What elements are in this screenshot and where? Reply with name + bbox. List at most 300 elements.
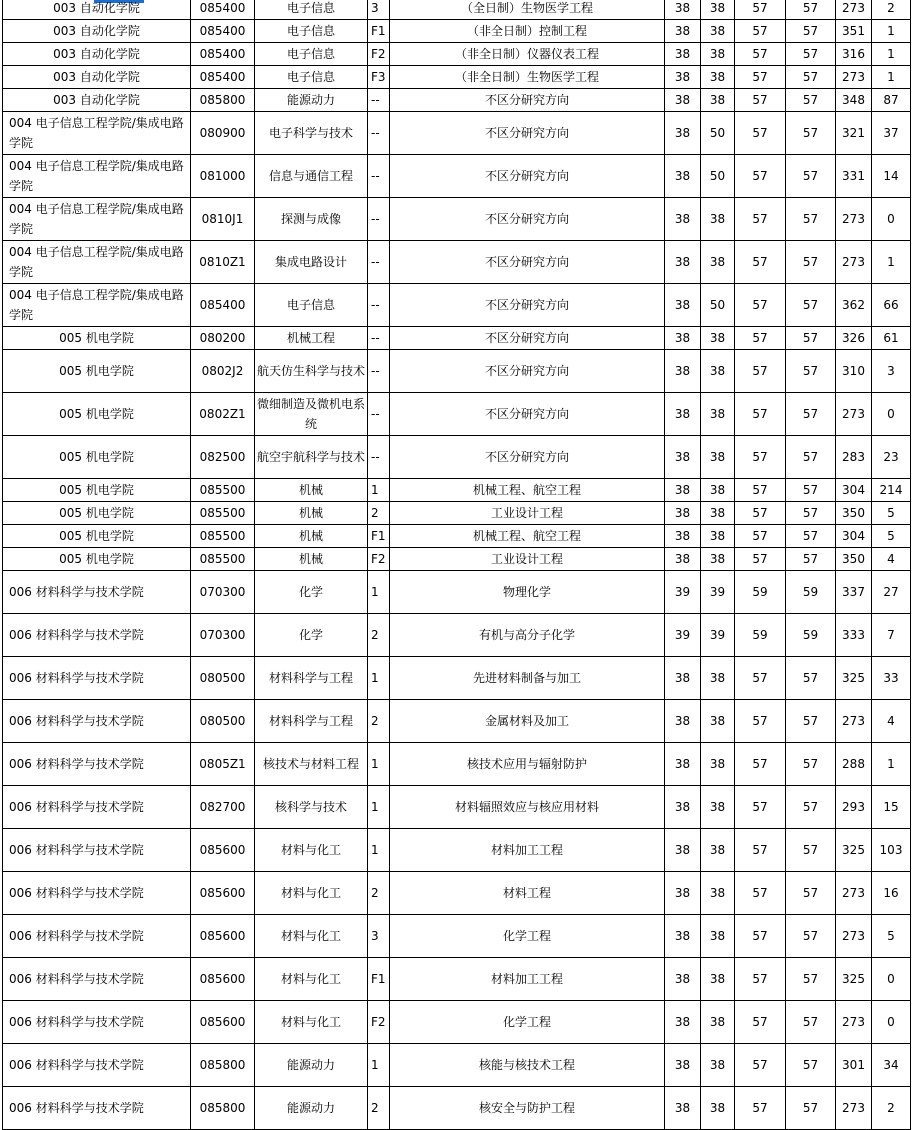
count-cell: 0 — [872, 958, 911, 1001]
major-name-cell: 集成电路设计 — [255, 241, 368, 284]
college-cell: 006 材料科学与技术学院 — [3, 872, 191, 915]
score-politics-cell: 38 — [665, 525, 701, 548]
direction-cell: 工业设计工程 — [390, 502, 665, 525]
direction-code-cell: 3 — [368, 0, 390, 20]
major-code-cell: 0802J2 — [191, 350, 255, 393]
direction-cell: 核技术应用与辐射防护 — [390, 743, 665, 786]
score-subject-two-cell: 57 — [786, 502, 836, 525]
count-cell: 0 — [872, 1001, 911, 1044]
score-subject-two-cell: 57 — [786, 393, 836, 436]
direction-code-cell: -- — [368, 327, 390, 350]
direction-code-cell: 1 — [368, 829, 390, 872]
score-politics-cell: 39 — [665, 614, 701, 657]
major-name-cell: 机械 — [255, 479, 368, 502]
direction-code-cell: 3 — [368, 915, 390, 958]
direction-cell: 不区分研究方向 — [390, 112, 665, 155]
table-row — [3, 436, 911, 479]
total-score-cell: 350 — [836, 502, 872, 525]
score-foreign-language-cell: 38 — [701, 743, 735, 786]
total-score-cell: 288 — [836, 743, 872, 786]
total-score-cell: 325 — [836, 657, 872, 700]
score-foreign-language-cell: 38 — [701, 0, 735, 20]
major-name-cell: 化学 — [255, 571, 368, 614]
direction-code-cell: F3 — [368, 66, 390, 89]
score-politics-cell: 38 — [665, 743, 701, 786]
college-cell: 005 机电学院 — [3, 393, 191, 436]
score-foreign-language-cell: 38 — [701, 436, 735, 479]
table-row — [3, 43, 911, 66]
major-name-cell: 材料与化工 — [255, 958, 368, 1001]
count-cell: 37 — [872, 112, 911, 155]
major-code-cell: 081000 — [191, 155, 255, 198]
major-code-cell: 080500 — [191, 700, 255, 743]
score-subject-one-cell: 57 — [735, 1087, 786, 1130]
major-code-cell: 0810J1 — [191, 198, 255, 241]
score-subject-one-cell: 57 — [735, 43, 786, 66]
score-foreign-language-cell: 38 — [701, 241, 735, 284]
direction-cell: 机械工程、航空工程 — [390, 479, 665, 502]
score-politics-cell: 38 — [665, 1044, 701, 1087]
direction-code-cell: 1 — [368, 743, 390, 786]
score-foreign-language-cell: 39 — [701, 571, 735, 614]
college-cell: 006 材料科学与技术学院 — [3, 1001, 191, 1044]
score-subject-one-cell: 57 — [735, 0, 786, 20]
direction-code-cell: 1 — [368, 657, 390, 700]
score-foreign-language-cell: 39 — [701, 614, 735, 657]
college-cell: 006 材料科学与技术学院 — [3, 958, 191, 1001]
score-politics-cell: 38 — [665, 0, 701, 20]
score-subject-two-cell: 57 — [786, 241, 836, 284]
score-subject-two-cell: 59 — [786, 614, 836, 657]
total-score-cell: 337 — [836, 571, 872, 614]
direction-code-cell: F1 — [368, 525, 390, 548]
college-cell: 004 电子信息工程学院/集成电路学院 — [3, 112, 191, 155]
table-row — [3, 350, 911, 393]
direction-cell: 核能与核技术工程 — [390, 1044, 665, 1087]
score-subject-two-cell: 57 — [786, 0, 836, 20]
score-politics-cell: 38 — [665, 393, 701, 436]
count-cell: 33 — [872, 657, 911, 700]
count-cell: 27 — [872, 571, 911, 614]
direction-code-cell: 2 — [368, 614, 390, 657]
major-code-cell: 085400 — [191, 66, 255, 89]
major-code-cell: 085600 — [191, 829, 255, 872]
direction-code-cell: F1 — [368, 20, 390, 43]
score-politics-cell: 38 — [665, 284, 701, 327]
count-cell: 4 — [872, 700, 911, 743]
score-subject-one-cell: 57 — [735, 915, 786, 958]
major-code-cell: 085500 — [191, 479, 255, 502]
college-cell: 006 材料科学与技术学院 — [3, 1044, 191, 1087]
direction-code-cell: 2 — [368, 1087, 390, 1130]
count-cell: 1 — [872, 66, 911, 89]
direction-cell: 不区分研究方向 — [390, 327, 665, 350]
major-code-cell: 085600 — [191, 915, 255, 958]
major-name-cell: 材料科学与工程 — [255, 657, 368, 700]
score-foreign-language-cell: 38 — [701, 700, 735, 743]
direction-cell: （非全日制）仪器仪表工程 — [390, 43, 665, 66]
total-score-cell: 316 — [836, 43, 872, 66]
score-foreign-language-cell: 38 — [701, 829, 735, 872]
score-subject-one-cell: 57 — [735, 241, 786, 284]
table-row — [3, 1044, 911, 1087]
table-row — [3, 548, 911, 571]
score-foreign-language-cell: 38 — [701, 479, 735, 502]
count-cell: 66 — [872, 284, 911, 327]
total-score-cell: 333 — [836, 614, 872, 657]
score-politics-cell: 38 — [665, 350, 701, 393]
major-name-cell: 航天仿生科学与技术 — [255, 350, 368, 393]
table-row — [3, 1087, 911, 1130]
count-cell: 15 — [872, 786, 911, 829]
major-code-cell: 085500 — [191, 548, 255, 571]
direction-cell: 先进材料制备与加工 — [390, 657, 665, 700]
major-code-cell: 085600 — [191, 1001, 255, 1044]
score-subject-two-cell: 57 — [786, 66, 836, 89]
score-foreign-language-cell: 50 — [701, 112, 735, 155]
direction-cell: 化学工程 — [390, 1001, 665, 1044]
score-subject-two-cell: 57 — [786, 436, 836, 479]
direction-cell: （全日制）生物医学工程 — [390, 0, 665, 20]
score-subject-one-cell: 57 — [735, 958, 786, 1001]
major-code-cell: 085400 — [191, 0, 255, 20]
count-cell: 5 — [872, 915, 911, 958]
score-foreign-language-cell: 38 — [701, 1044, 735, 1087]
count-cell: 214 — [872, 479, 911, 502]
score-foreign-language-cell: 38 — [701, 43, 735, 66]
total-score-cell: 362 — [836, 284, 872, 327]
total-score-cell: 273 — [836, 66, 872, 89]
score-foreign-language-cell: 38 — [701, 350, 735, 393]
table-row — [3, 786, 911, 829]
score-subject-one-cell: 57 — [735, 1044, 786, 1087]
score-subject-two-cell: 57 — [786, 284, 836, 327]
total-score-cell: 301 — [836, 1044, 872, 1087]
score-foreign-language-cell: 38 — [701, 1087, 735, 1130]
score-subject-two-cell: 57 — [786, 872, 836, 915]
count-cell: 14 — [872, 155, 911, 198]
total-score-cell: 273 — [836, 0, 872, 20]
college-cell: 006 材料科学与技术学院 — [3, 829, 191, 872]
score-politics-cell: 38 — [665, 502, 701, 525]
college-cell: 004 电子信息工程学院/集成电路学院 — [3, 155, 191, 198]
direction-code-cell: 1 — [368, 571, 390, 614]
total-score-cell: 273 — [836, 915, 872, 958]
major-code-cell: 080500 — [191, 657, 255, 700]
score-subject-two-cell: 57 — [786, 112, 836, 155]
direction-cell: 不区分研究方向 — [390, 198, 665, 241]
score-politics-cell: 38 — [665, 657, 701, 700]
major-name-cell: 微细制造及微机电系统 — [255, 393, 368, 436]
direction-cell: 不区分研究方向 — [390, 436, 665, 479]
total-score-cell: 331 — [836, 155, 872, 198]
direction-code-cell: 1 — [368, 786, 390, 829]
total-score-cell: 304 — [836, 479, 872, 502]
score-politics-cell: 38 — [665, 436, 701, 479]
score-politics-cell: 38 — [665, 112, 701, 155]
major-name-cell: 电子信息 — [255, 20, 368, 43]
count-cell: 0 — [872, 393, 911, 436]
total-score-cell: 273 — [836, 1001, 872, 1044]
direction-code-cell: -- — [368, 155, 390, 198]
total-score-cell: 351 — [836, 20, 872, 43]
direction-cell: 材料加工工程 — [390, 829, 665, 872]
count-cell: 23 — [872, 436, 911, 479]
score-foreign-language-cell: 38 — [701, 502, 735, 525]
count-cell: 16 — [872, 872, 911, 915]
total-score-cell: 273 — [836, 1087, 872, 1130]
college-cell: 005 机电学院 — [3, 327, 191, 350]
count-cell: 1 — [872, 743, 911, 786]
major-code-cell: 085800 — [191, 1044, 255, 1087]
college-cell: 006 材料科学与技术学院 — [3, 743, 191, 786]
score-subject-one-cell: 57 — [735, 436, 786, 479]
college-cell: 006 材料科学与技术学院 — [3, 786, 191, 829]
major-name-cell: 航空宇航科学与技术 — [255, 436, 368, 479]
score-foreign-language-cell: 38 — [701, 1001, 735, 1044]
major-name-cell: 探测与成像 — [255, 198, 368, 241]
direction-cell: 不区分研究方向 — [390, 89, 665, 112]
score-politics-cell: 38 — [665, 155, 701, 198]
score-subject-one-cell: 57 — [735, 20, 786, 43]
score-subject-one-cell: 57 — [735, 786, 786, 829]
college-cell: 006 材料科学与技术学院 — [3, 571, 191, 614]
score-politics-cell: 38 — [665, 327, 701, 350]
major-name-cell: 核技术与材料工程 — [255, 743, 368, 786]
major-code-cell: 070300 — [191, 571, 255, 614]
score-politics-cell: 38 — [665, 872, 701, 915]
major-code-cell: 085500 — [191, 525, 255, 548]
score-politics-cell: 38 — [665, 548, 701, 571]
major-code-cell: 085800 — [191, 89, 255, 112]
major-code-cell: 085600 — [191, 872, 255, 915]
direction-code-cell: -- — [368, 89, 390, 112]
score-politics-cell: 38 — [665, 1001, 701, 1044]
count-cell: 2 — [872, 1087, 911, 1130]
score-subject-one-cell: 57 — [735, 89, 786, 112]
college-cell: 003 自动化学院 — [3, 89, 191, 112]
score-foreign-language-cell: 38 — [701, 786, 735, 829]
direction-code-cell: F1 — [368, 958, 390, 1001]
count-cell: 5 — [872, 525, 911, 548]
score-subject-two-cell: 57 — [786, 1087, 836, 1130]
score-foreign-language-cell: 38 — [701, 525, 735, 548]
direction-code-cell: 2 — [368, 700, 390, 743]
direction-code-cell: F2 — [368, 43, 390, 66]
table-row — [3, 112, 911, 155]
table-row — [3, 829, 911, 872]
total-score-cell: 350 — [836, 548, 872, 571]
score-politics-cell: 38 — [665, 241, 701, 284]
direction-cell: 材料辐照效应与核应用材料 — [390, 786, 665, 829]
college-cell: 005 机电学院 — [3, 479, 191, 502]
score-foreign-language-cell: 38 — [701, 393, 735, 436]
table-row — [3, 0, 911, 20]
major-name-cell: 化学 — [255, 614, 368, 657]
score-foreign-language-cell: 38 — [701, 198, 735, 241]
score-politics-cell: 38 — [665, 20, 701, 43]
total-score-cell: 310 — [836, 350, 872, 393]
score-table — [2, 0, 911, 1130]
score-subject-one-cell: 57 — [735, 327, 786, 350]
score-politics-cell: 38 — [665, 786, 701, 829]
college-cell: 004 电子信息工程学院/集成电路学院 — [3, 198, 191, 241]
score-foreign-language-cell: 38 — [701, 89, 735, 112]
score-subject-two-cell: 57 — [786, 915, 836, 958]
score-politics-cell: 38 — [665, 89, 701, 112]
score-subject-one-cell: 57 — [735, 198, 786, 241]
direction-cell: 金属材料及加工 — [390, 700, 665, 743]
major-name-cell: 材料与化工 — [255, 915, 368, 958]
score-subject-two-cell: 57 — [786, 786, 836, 829]
score-subject-one-cell: 57 — [735, 112, 786, 155]
count-cell: 5 — [872, 502, 911, 525]
score-politics-cell: 38 — [665, 479, 701, 502]
score-politics-cell: 39 — [665, 571, 701, 614]
college-cell: 005 机电学院 — [3, 502, 191, 525]
score-politics-cell: 38 — [665, 700, 701, 743]
score-subject-one-cell: 57 — [735, 743, 786, 786]
direction-cell: 材料工程 — [390, 872, 665, 915]
table-row — [3, 155, 911, 198]
direction-code-cell: F2 — [368, 1001, 390, 1044]
score-subject-one-cell: 57 — [735, 1001, 786, 1044]
table-row — [3, 525, 911, 548]
score-subject-two-cell: 57 — [786, 198, 836, 241]
count-cell: 1 — [872, 43, 911, 66]
direction-code-cell: -- — [368, 112, 390, 155]
direction-code-cell: -- — [368, 241, 390, 284]
major-name-cell: 机械 — [255, 525, 368, 548]
table-row — [3, 284, 911, 327]
direction-code-cell: -- — [368, 350, 390, 393]
score-foreign-language-cell: 38 — [701, 327, 735, 350]
college-cell: 004 电子信息工程学院/集成电路学院 — [3, 241, 191, 284]
table-row — [3, 657, 911, 700]
total-score-cell: 325 — [836, 829, 872, 872]
score-subject-two-cell: 57 — [786, 350, 836, 393]
score-subject-one-cell: 57 — [735, 872, 786, 915]
total-score-cell: 321 — [836, 112, 872, 155]
total-score-cell: 273 — [836, 198, 872, 241]
score-foreign-language-cell: 38 — [701, 66, 735, 89]
score-subject-two-cell: 57 — [786, 657, 836, 700]
major-code-cell: 080200 — [191, 327, 255, 350]
count-cell: 1 — [872, 20, 911, 43]
score-politics-cell: 38 — [665, 958, 701, 1001]
score-subject-one-cell: 57 — [735, 350, 786, 393]
table-row — [3, 327, 911, 350]
major-code-cell: 085400 — [191, 43, 255, 66]
table-body — [3, 0, 911, 1130]
major-name-cell: 电子信息 — [255, 284, 368, 327]
direction-cell: 不区分研究方向 — [390, 241, 665, 284]
major-name-cell: 电子信息 — [255, 43, 368, 66]
score-subject-two-cell: 57 — [786, 1001, 836, 1044]
count-cell: 34 — [872, 1044, 911, 1087]
score-subject-two-cell: 59 — [786, 571, 836, 614]
college-cell: 006 材料科学与技术学院 — [3, 657, 191, 700]
direction-cell: 机械工程、航空工程 — [390, 525, 665, 548]
major-name-cell: 电子信息 — [255, 0, 368, 20]
score-subject-one-cell: 57 — [735, 479, 786, 502]
direction-cell: （非全日制）生物医学工程 — [390, 66, 665, 89]
score-foreign-language-cell: 38 — [701, 915, 735, 958]
direction-cell: （非全日制）控制工程 — [390, 20, 665, 43]
score-subject-two-cell: 57 — [786, 1044, 836, 1087]
total-score-cell: 326 — [836, 327, 872, 350]
direction-code-cell: -- — [368, 436, 390, 479]
direction-code-cell: F2 — [368, 548, 390, 571]
college-cell: 006 材料科学与技术学院 — [3, 614, 191, 657]
direction-cell: 不区分研究方向 — [390, 284, 665, 327]
total-score-cell: 283 — [836, 436, 872, 479]
college-cell: 003 自动化学院 — [3, 0, 191, 20]
college-cell: 005 机电学院 — [3, 548, 191, 571]
major-code-cell: 0802Z1 — [191, 393, 255, 436]
score-politics-cell: 38 — [665, 1087, 701, 1130]
table-row — [3, 915, 911, 958]
total-score-cell: 325 — [836, 958, 872, 1001]
college-cell: 003 自动化学院 — [3, 66, 191, 89]
score-foreign-language-cell: 38 — [701, 958, 735, 1001]
major-name-cell: 能源动力 — [255, 1044, 368, 1087]
score-foreign-language-cell: 50 — [701, 155, 735, 198]
major-name-cell: 信息与通信工程 — [255, 155, 368, 198]
table-row — [3, 241, 911, 284]
score-politics-cell: 38 — [665, 198, 701, 241]
major-name-cell: 机械工程 — [255, 327, 368, 350]
table-row — [3, 700, 911, 743]
score-foreign-language-cell: 50 — [701, 284, 735, 327]
table-row — [3, 66, 911, 89]
total-score-cell: 273 — [836, 872, 872, 915]
score-politics-cell: 38 — [665, 43, 701, 66]
count-cell: 4 — [872, 548, 911, 571]
table-row — [3, 872, 911, 915]
table-row — [3, 502, 911, 525]
major-code-cell: 085800 — [191, 1087, 255, 1130]
score-subject-two-cell: 57 — [786, 700, 836, 743]
major-code-cell: 085400 — [191, 284, 255, 327]
table-row — [3, 198, 911, 241]
score-subject-one-cell: 59 — [735, 571, 786, 614]
score-subject-two-cell: 57 — [786, 548, 836, 571]
major-name-cell: 机械 — [255, 548, 368, 571]
score-subject-two-cell: 57 — [786, 43, 836, 66]
direction-code-cell: 1 — [368, 479, 390, 502]
score-subject-two-cell: 57 — [786, 743, 836, 786]
direction-code-cell: 2 — [368, 872, 390, 915]
count-cell: 103 — [872, 829, 911, 872]
college-cell: 004 电子信息工程学院/集成电路学院 — [3, 284, 191, 327]
college-cell: 006 材料科学与技术学院 — [3, 915, 191, 958]
major-code-cell: 085600 — [191, 958, 255, 1001]
direction-code-cell: -- — [368, 284, 390, 327]
score-subject-two-cell: 57 — [786, 525, 836, 548]
college-cell: 006 材料科学与技术学院 — [3, 1087, 191, 1130]
score-subject-one-cell: 57 — [735, 829, 786, 872]
college-cell: 003 自动化学院 — [3, 20, 191, 43]
major-name-cell: 能源动力 — [255, 1087, 368, 1130]
score-subject-one-cell: 57 — [735, 66, 786, 89]
score-subject-one-cell: 59 — [735, 614, 786, 657]
major-name-cell: 能源动力 — [255, 89, 368, 112]
total-score-cell: 273 — [836, 241, 872, 284]
table-row — [3, 393, 911, 436]
major-name-cell: 电子科学与技术 — [255, 112, 368, 155]
college-cell: 005 机电学院 — [3, 525, 191, 548]
